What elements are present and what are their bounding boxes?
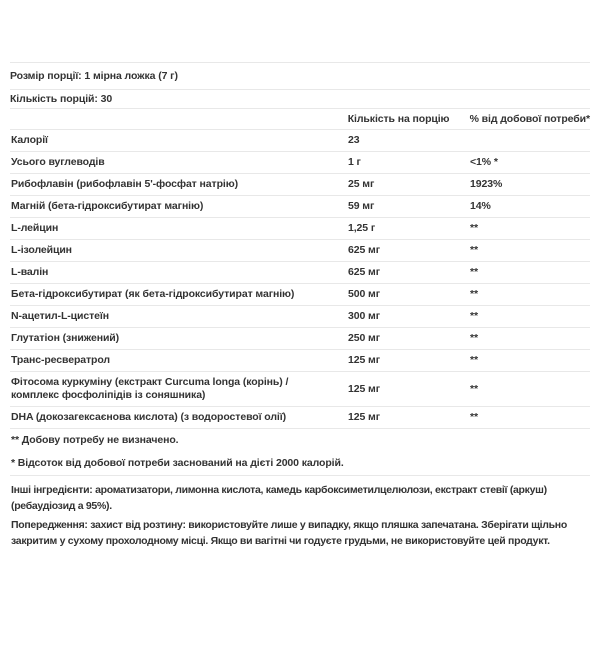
serving-size-text: Розмір порції: 1 мірна ложка (7 г) <box>10 69 178 82</box>
other-ingredients-text: ароматизатори, лимонна кислота, камедь карбоксиметилцелюлози, екстракт стевії (аркуш) (ребаудіозид а 95%). <box>11 484 547 512</box>
table-row <box>10 195 590 217</box>
servings-per-container-text: Кількість порцій: 30 <box>10 92 113 105</box>
serving-size-row <box>10 62 590 89</box>
table-row <box>10 151 590 173</box>
table-row <box>10 406 590 429</box>
table-row <box>10 371 590 406</box>
amount-column-header: Кількість на порцію <box>347 112 450 125</box>
nutrient-amount: 625 мг <box>348 244 380 256</box>
nutrient-daily-value: 1923% <box>470 178 503 190</box>
table-row <box>10 305 590 327</box>
nutrient-name: Бета-гідроксибутират (як бета-гідроксибутират магнію) <box>11 288 295 300</box>
table-row <box>10 261 590 283</box>
nutrient-amount: 125 мг <box>348 382 380 395</box>
nutrient-name: Усього вуглеводів <box>11 156 105 168</box>
nutrient-amount: 300 мг <box>348 310 380 322</box>
nutrient-name: Фітосома куркуміну (екстракт Curcuma longa (корінь) / комплекс фосфоліпідів із соняшника) <box>11 376 289 401</box>
warning-paragraph <box>10 518 590 549</box>
nutrient-name: Магній (бета-гідроксибутират магнію) <box>11 200 204 212</box>
nutrient-amount: 59 мг <box>348 200 375 212</box>
other-ingredients-label: Інші інгредієнти: <box>11 484 93 496</box>
supplement-facts-table <box>10 62 590 549</box>
nutrient-daily-value: ** <box>470 354 478 366</box>
nutrient-daily-value: ** <box>470 288 478 300</box>
header-spacer <box>10 115 348 123</box>
nutrient-amount: 1,25 г <box>348 222 376 234</box>
warning-text: захист від розтину: використовуйте лише у випадку, якщо пляшка запечатана. Зберігати щільно закритим у сухому прохолодному місці. Якщо ви вагітні чи годуєте грудьми, не використовуйте цей продукт. <box>11 519 567 547</box>
nutrient-name: Глутатіон (знижений) <box>11 332 120 344</box>
footnote-percent-daily-value: * Відсоток від добової потреби заснований на дієті 2000 калорій. <box>11 457 344 469</box>
table-row <box>10 327 590 349</box>
nutrient-amount: 1 г <box>348 156 361 168</box>
nutrient-amount: 25 мг <box>348 178 375 190</box>
daily-value-column-header: % від добової потреби* <box>469 112 590 125</box>
footnotes-section <box>10 429 590 476</box>
nutrient-daily-value: ** <box>470 244 478 256</box>
nutrient-daily-value: ** <box>470 332 478 344</box>
nutrient-amount: 625 мг <box>348 266 380 278</box>
nutrient-daily-value: ** <box>470 310 478 322</box>
nutrient-daily-value: <1% * <box>470 156 498 168</box>
table-row <box>10 239 590 261</box>
servings-per-container-row <box>10 89 590 108</box>
nutrient-daily-value: ** <box>470 411 478 423</box>
table-row <box>10 283 590 305</box>
table-row <box>10 349 590 371</box>
nutrient-daily-value: ** <box>470 222 478 234</box>
nutrient-name: Калорії <box>11 134 48 146</box>
nutrient-name: L-валін <box>11 266 49 278</box>
table-header-row <box>10 108 590 129</box>
footnote-daily-value-not-established: ** Добову потребу не визначено. <box>11 434 179 446</box>
nutrient-amount: 125 мг <box>348 354 380 366</box>
nutrient-name: Рибофлавін (рибофлавін 5'-фосфат натрію) <box>11 178 238 190</box>
nutrient-name: N-ацетил-L-цистеїн <box>11 310 109 322</box>
nutrient-amount: 125 мг <box>348 411 380 423</box>
other-ingredients-paragraph <box>10 483 590 514</box>
nutrient-amount: 23 <box>348 134 360 146</box>
nutrient-name: DHA (докозагексаєнова кислота) (з водоростевої олії) <box>11 411 286 423</box>
nutrient-amount: 250 мг <box>348 332 380 344</box>
nutrient-name: Транс-ресвератрол <box>11 354 110 366</box>
nutrient-daily-value: ** <box>470 266 478 278</box>
nutrient-daily-value: ** <box>470 382 478 395</box>
nutrient-name: L-лейцин <box>11 222 59 234</box>
nutrient-daily-value: 14% <box>470 200 491 212</box>
nutrient-name: L-ізолейцин <box>11 244 72 256</box>
table-row <box>10 173 590 195</box>
nutrient-amount: 500 мг <box>348 288 380 300</box>
table-row <box>10 217 590 239</box>
warning-label: Попередження: <box>11 519 88 531</box>
table-row <box>10 129 590 151</box>
